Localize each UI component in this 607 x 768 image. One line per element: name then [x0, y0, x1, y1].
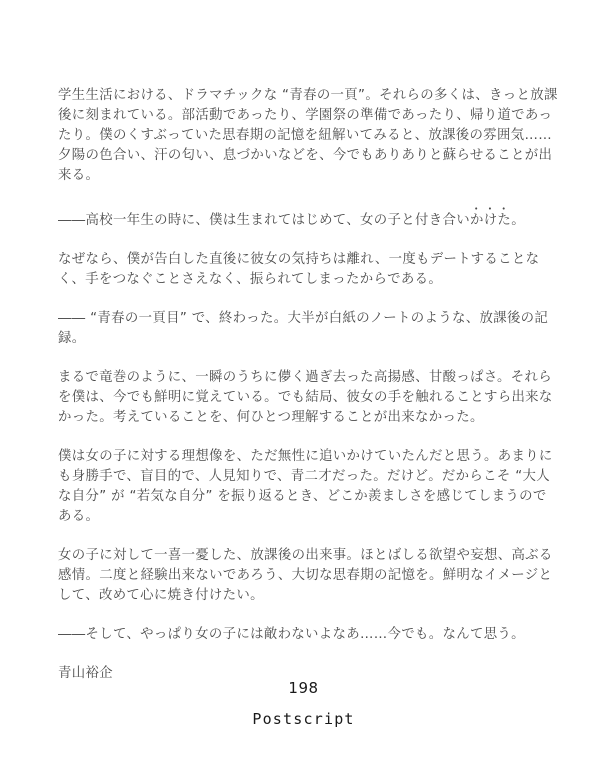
paragraph-2-before: ――高校一年生の時に、僕は生まれてはじめて、女の子と付き合い: [58, 213, 470, 228]
emphasized-text: かけた: [469, 213, 512, 228]
paragraph-8: ――そして、やっぱり女の子には敵わないよなあ……今でも。なんて思う。: [58, 627, 525, 642]
paragraph-5: まるで竜巻のように、一瞬のうちに儚く過ぎ去った高揚感、甘酸っぱさ。それらを僕は、今でも鮮明に覚えている。でも結局、彼女の手を触れることすら出来なかった。考えていることを、何ひとつ理解することが出来なかった。: [58, 370, 553, 425]
paragraph-7: 女の子に対して一喜一憂した、放課後の出来事。ほとばしる欲望や妄想、高ぶる感情。二度と経験出来ないであろう、大切な思春期の記憶を。鮮明なイメージとして、改めて心に焼き付けたい。: [58, 548, 553, 603]
postscript-body: [58, 86, 558, 703]
page-number: 198: [288, 679, 319, 697]
paragraph-4: ―― “青春の一頁目” で、終わった。大半が白紙のノートのような、放課後の記録。: [58, 311, 549, 346]
section-title: Postscript: [252, 710, 355, 728]
author-signature: 青山裕企: [58, 666, 113, 681]
paragraph-3: なぜなら、僕が告白した直後に彼女の気持ちは離れ、一度もデートすることなく、手をつなぐことさえなく、振られてしまったからである。: [58, 252, 540, 287]
paragraph-2: [58, 205, 558, 231]
paragraph-6: 僕は女の子に対する理想像を、ただ無性に追いかけていたんだと思う。あまりにも身勝手で、盲目的で、人見知りで、青二才だった。だけど。だからこそ “大人な自分” が “若気な自分” を振り返るとき、どこか羨ましさを感じてしまうのである。: [58, 449, 553, 524]
paragraph-1: 学生生活における、ドラマチックな “青春の一頁”。それらの多くは、きっと放課後に刻まれている。部活動であったり、学園祭の準備であったり、帰り道であったり。僕のくすぶっていた思春期の記憶を紐解いてみると、放課後の雰囲気……夕陽の色合い、汗の匂い、息づかいなどを、今でもありありと蘇らせることが出来る。: [58, 88, 558, 183]
paragraph-2-after: 。: [511, 213, 525, 228]
